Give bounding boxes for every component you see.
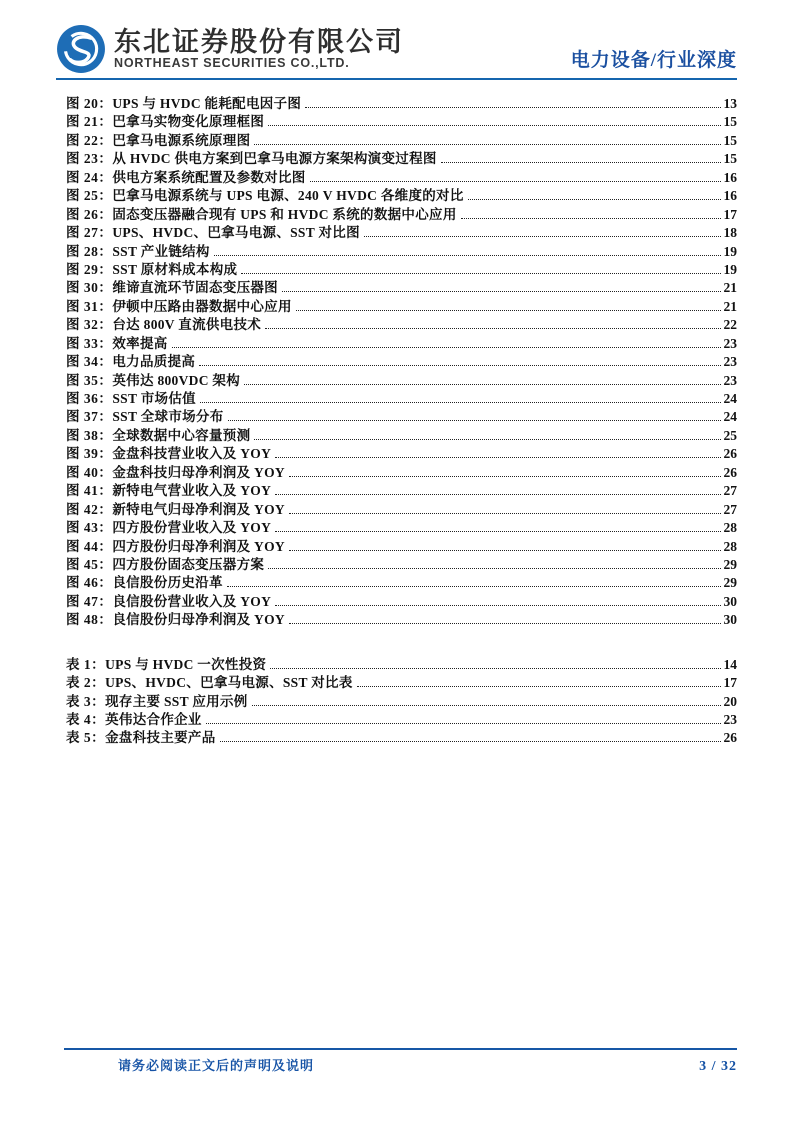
dot-leader <box>289 623 721 624</box>
dot-leader <box>265 328 720 329</box>
toc-entry-page: 20 <box>723 693 737 709</box>
dot-leader <box>228 420 721 421</box>
toc-entry-title: 英伟达合作企业 <box>105 712 202 727</box>
toc-entry-page: 30 <box>723 593 737 609</box>
dot-leader <box>289 513 721 514</box>
toc-entry-page: 25 <box>723 427 737 443</box>
dot-leader <box>282 291 721 292</box>
toc-entry-title: 金盘科技归母净利润及 YOY <box>112 464 285 480</box>
toc-entry-title: UPS、HVDC、巴拿马电源、SST 对比图 <box>112 225 360 241</box>
dot-leader <box>244 384 720 385</box>
toc-entry-label: 表 3： <box>66 693 106 709</box>
toc-entry-title: 现存主要 SST 应用示例 <box>105 693 248 709</box>
toc-entry-page: 26 <box>723 446 737 462</box>
toc-entry-label: 图 29： <box>66 261 113 277</box>
toc-entry-label: 图 40： <box>66 464 113 480</box>
toc-entry-label: 图 44： <box>66 538 113 554</box>
dot-leader <box>296 310 721 311</box>
toc-entry <box>66 332 737 350</box>
toc-entry-title: 良信股份归母净利润及 YOY <box>112 612 285 628</box>
toc-entry-title: 四方股份固态变压器方案 <box>112 556 265 572</box>
toc-entry-title: UPS、HVDC、巴拿马电源、SST 对比表 <box>105 675 353 691</box>
dot-leader <box>206 723 721 724</box>
toc-entry <box>66 461 737 479</box>
dot-leader <box>310 181 721 182</box>
toc-entry-title: 良信股份历史沿革 <box>112 575 223 591</box>
toc-entry <box>66 350 737 368</box>
toc-entry-title: 效率提高 <box>112 335 168 351</box>
toc-entry-title: UPS 与 HVDC 能耗配电因子图 <box>112 96 302 111</box>
toc-entry-title: 供电方案系统配置及参数对比图 <box>112 169 306 185</box>
toc-entry-title: SST 全球市场分布 <box>112 409 224 425</box>
dot-leader <box>275 605 720 606</box>
toc-entry-title: 巴拿马电源系统原理图 <box>112 132 251 148</box>
dot-leader <box>268 125 720 126</box>
toc-entry-label: 图 43： <box>66 520 113 536</box>
toc-entry-label: 表 2： <box>66 675 106 691</box>
toc-entry <box>66 240 737 258</box>
toc-entry-title: 伊顿中压路由器数据中心应用 <box>112 298 292 314</box>
toc-entry-label: 图 31： <box>66 298 113 314</box>
toc-entry <box>66 110 737 128</box>
toc-entry-label: 表 4： <box>66 712 106 727</box>
toc-entry <box>66 571 737 589</box>
toc-entry <box>66 590 737 608</box>
dot-leader <box>441 162 721 163</box>
table-of-contents <box>66 92 737 745</box>
toc-entry <box>66 258 737 276</box>
toc-entry <box>66 726 737 744</box>
toc-entry-title: 金盘科技营业收入及 YOY <box>112 446 272 462</box>
toc-entry <box>66 671 737 689</box>
toc-entry-page: 23 <box>723 372 737 388</box>
company-name-en: NORTHEAST SECURITIES CO.,LTD. <box>114 56 350 71</box>
dot-leader <box>275 494 720 495</box>
toc-entry-title: 台达 800V 直流供电技术 <box>112 317 262 333</box>
dot-leader <box>305 107 720 108</box>
toc-entry-page: 19 <box>723 243 737 259</box>
toc-entry <box>66 498 737 516</box>
toc-entry-label: 图 38： <box>66 427 113 443</box>
dot-leader <box>357 686 721 687</box>
toc-entry <box>66 405 737 423</box>
toc-entry-label: 图 27： <box>66 225 113 241</box>
dot-leader <box>364 236 721 237</box>
toc-entry-title: UPS 与 HVDC 一次性投资 <box>105 656 267 672</box>
toc-entry <box>66 442 737 460</box>
toc-entry-page: 22 <box>723 317 737 333</box>
toc-entry-label: 图 26： <box>66 206 113 222</box>
toc-entry-label: 图 22： <box>66 132 113 148</box>
dot-leader <box>289 476 721 477</box>
toc-entry-label: 图 36： <box>66 391 113 406</box>
toc-entry-page: 15 <box>723 114 737 130</box>
dot-leader <box>241 273 720 274</box>
toc-entry-title: 固态变压器融合现有 UPS 和 HVDC 系统的数据中心应用 <box>112 206 457 222</box>
company-name-cn: 东北证券股份有限公司 <box>114 26 404 57</box>
dot-leader <box>200 402 721 403</box>
toc-entry <box>66 369 737 387</box>
figure-list <box>66 92 737 627</box>
toc-entry-page: 14 <box>723 656 737 672</box>
toc-entry-title: 全球数据中心容量预测 <box>112 427 251 443</box>
page-number-indicator: 3 / 32 <box>699 1059 737 1074</box>
toc-entry-page: 23 <box>723 335 737 351</box>
report-category-tag: 电力设备/行业深度 <box>570 50 737 71</box>
toc-entry-page: 17 <box>723 675 737 691</box>
toc-entry <box>66 276 737 294</box>
toc-entry-page: 27 <box>723 483 737 499</box>
toc-entry <box>66 129 737 147</box>
toc-entry-page: 28 <box>723 538 737 554</box>
page-footer <box>64 1048 737 1075</box>
toc-entry <box>66 653 737 671</box>
toc-entry <box>66 535 737 553</box>
toc-entry-title: 新特电气营业收入及 YOY <box>112 483 272 499</box>
table-list <box>66 653 737 745</box>
toc-entry <box>66 516 737 534</box>
toc-entry <box>66 608 737 626</box>
toc-entry-label: 图 23： <box>66 151 113 167</box>
toc-entry-page: 24 <box>723 409 737 425</box>
dot-leader <box>220 741 721 742</box>
toc-entry-title: SST 市场估值 <box>112 391 196 406</box>
toc-entry-page: 23 <box>723 712 737 727</box>
toc-entry-page: 24 <box>723 391 737 406</box>
toc-entry <box>66 313 737 331</box>
toc-entry-page: 19 <box>723 261 737 277</box>
company-brand <box>56 24 404 74</box>
toc-entry <box>66 184 737 202</box>
toc-entry <box>66 479 737 497</box>
footer-disclaimer: 请务必阅读正文后的声明及说明 <box>118 1058 315 1073</box>
toc-entry-title: 维谛直流环节固态变压器图 <box>112 280 278 296</box>
dot-leader <box>172 347 721 348</box>
toc-entry-label: 图 28： <box>66 243 113 259</box>
toc-entry-page: 27 <box>723 501 737 517</box>
toc-entry-page: 18 <box>723 225 737 241</box>
toc-entry-title: 良信股份营业收入及 YOY <box>112 593 272 609</box>
toc-entry-label: 图 25： <box>66 188 113 204</box>
dot-leader <box>275 457 720 458</box>
dot-leader <box>214 255 721 256</box>
toc-entry-label: 图 24： <box>66 169 113 185</box>
toc-entry-page: 21 <box>723 280 737 296</box>
toc-entry-title: 巴拿马电源系统与 UPS 电源、240 V HVDC 各维度的对比 <box>112 188 464 204</box>
toc-entry-title: 金盘科技主要产品 <box>105 730 216 746</box>
toc-entry-page: 29 <box>723 556 737 572</box>
dot-leader <box>268 568 720 569</box>
toc-entry-title: 英伟达 800VDC 架构 <box>112 372 241 388</box>
toc-entry-page: 17 <box>723 206 737 222</box>
toc-entry-label: 图 34： <box>66 354 113 370</box>
toc-entry-page: 15 <box>723 132 737 148</box>
toc-entry-title: SST 原材料成本构成 <box>112 261 238 277</box>
toc-entry-label: 图 46： <box>66 575 113 591</box>
toc-entry-label: 图 41： <box>66 483 113 499</box>
toc-entry <box>66 92 737 110</box>
toc-entry-label: 图 42： <box>66 501 113 517</box>
dot-leader <box>289 550 721 551</box>
toc-entry-label: 图 20： <box>66 96 113 111</box>
dot-leader <box>252 705 721 706</box>
report-header <box>56 0 737 80</box>
toc-entry <box>66 553 737 571</box>
toc-entry-label: 图 30： <box>66 280 113 296</box>
toc-entry-page: 15 <box>723 151 737 167</box>
toc-entry <box>66 424 737 442</box>
toc-entry-label: 图 33： <box>66 335 113 351</box>
toc-entry-page: 21 <box>723 298 737 314</box>
toc-entry-title: 四方股份营业收入及 YOY <box>112 520 272 536</box>
toc-entry-title: 新特电气归母净利润及 YOY <box>112 501 285 517</box>
dot-leader <box>275 531 720 532</box>
toc-entry <box>66 166 737 184</box>
toc-entry-title: SST 产业链结构 <box>112 243 210 259</box>
toc-entry <box>66 387 737 405</box>
toc-entry <box>66 690 737 708</box>
dot-leader <box>254 144 720 145</box>
toc-entry-label: 图 37： <box>66 409 113 425</box>
toc-entry-label: 图 47： <box>66 593 113 609</box>
toc-entry-page: 16 <box>723 188 737 204</box>
toc-entry <box>66 295 737 313</box>
toc-entry-label: 图 21： <box>66 114 113 130</box>
toc-entry-page: 29 <box>723 575 737 591</box>
toc-entry-title: 从 HVDC 供电方案到巴拿马电源方案架构演变过程图 <box>112 151 437 167</box>
dot-leader <box>468 199 721 200</box>
toc-entry-page: 16 <box>723 169 737 185</box>
northeast-securities-logo-icon <box>56 24 106 74</box>
toc-entry-label: 图 32： <box>66 317 113 333</box>
company-names <box>114 28 404 70</box>
toc-entry <box>66 708 737 726</box>
toc-entry <box>66 221 737 239</box>
toc-entry-label: 表 1： <box>66 656 106 672</box>
dot-leader <box>227 586 721 587</box>
dot-leader <box>199 365 720 366</box>
toc-entry <box>66 147 737 165</box>
toc-entry-title: 电力品质提高 <box>112 354 196 370</box>
toc-entry-page: 28 <box>723 520 737 536</box>
toc-entry-page: 26 <box>723 464 737 480</box>
toc-entry-page: 13 <box>723 96 737 111</box>
toc-entry-label: 图 35： <box>66 372 113 388</box>
toc-entry-label: 图 39： <box>66 446 113 462</box>
toc-entry-page: 23 <box>723 354 737 370</box>
toc-entry-page: 26 <box>723 730 737 746</box>
toc-entry <box>66 203 737 221</box>
dot-leader <box>254 439 720 440</box>
toc-entry-label: 图 48： <box>66 612 113 628</box>
dot-leader <box>270 668 720 669</box>
toc-entry-page: 30 <box>723 612 737 628</box>
toc-entry-label: 图 45： <box>66 556 113 572</box>
toc-entry-title: 四方股份归母净利润及 YOY <box>112 538 285 554</box>
toc-entry-title: 巴拿马实物变化原理框图 <box>112 114 265 130</box>
toc-entry-label: 表 5： <box>66 730 106 746</box>
dot-leader <box>461 218 721 219</box>
